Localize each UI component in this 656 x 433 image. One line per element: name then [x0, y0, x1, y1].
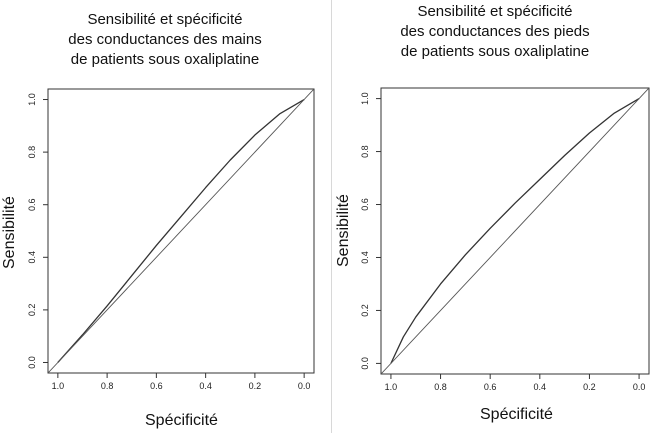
reference-diagonal-line — [381, 88, 649, 374]
y-tick-label: 0.0 — [360, 357, 370, 370]
y-tick-label: 1.0 — [360, 92, 370, 105]
y-axis-label: Sensibilité — [1, 196, 18, 269]
chart-panel-pieds — [334, 0, 656, 433]
y-tick-label: 0.4 — [360, 251, 370, 264]
y-tick-label: 0.8 — [360, 145, 370, 158]
x-tick-label: 0.8 — [434, 382, 447, 392]
y-tick-label: 0.6 — [27, 198, 37, 211]
roc-chart-pieds — [334, 0, 656, 433]
x-tick-label: 1.0 — [384, 382, 398, 392]
x-tick-label: 0.2 — [248, 381, 262, 391]
x-tick-label: 0.4 — [199, 381, 212, 391]
y-tick-label: 1.0 — [27, 93, 37, 106]
x-tick-label: 0.6 — [150, 381, 163, 391]
reference-diagonal-line — [48, 89, 314, 373]
panel-divider — [331, 0, 332, 433]
x-tick-label: 0.0 — [297, 381, 311, 391]
y-tick-label: 0.8 — [27, 145, 37, 159]
y-tick-label: 0.4 — [27, 251, 37, 264]
x-tick-label: 0.4 — [533, 382, 547, 392]
y-axis-label: Sensibilité — [335, 194, 352, 267]
x-tick-label: 0.6 — [483, 382, 497, 392]
x-tick-label: 0.0 — [632, 382, 646, 392]
x-tick-label: 1.0 — [51, 381, 65, 391]
y-tick-label: 0.0 — [27, 356, 37, 369]
x-tick-label: 0.8 — [100, 381, 114, 391]
x-axis-label: Spécificité — [480, 406, 553, 423]
x-axis-label: Spécificité — [145, 412, 218, 429]
y-tick-label: 0.2 — [360, 304, 370, 317]
chart-title: Sensibilité et spécificité des conductances des mains de patients sous oxaliplatine — [68, 11, 262, 68]
y-tick-label: 0.2 — [27, 303, 37, 317]
chart-title: Sensibilité et spécificité des conductances des pieds de patients sous oxaliplatine — [400, 3, 590, 60]
x-tick-label: 0.2 — [583, 382, 596, 392]
y-tick-label: 0.6 — [360, 198, 370, 211]
